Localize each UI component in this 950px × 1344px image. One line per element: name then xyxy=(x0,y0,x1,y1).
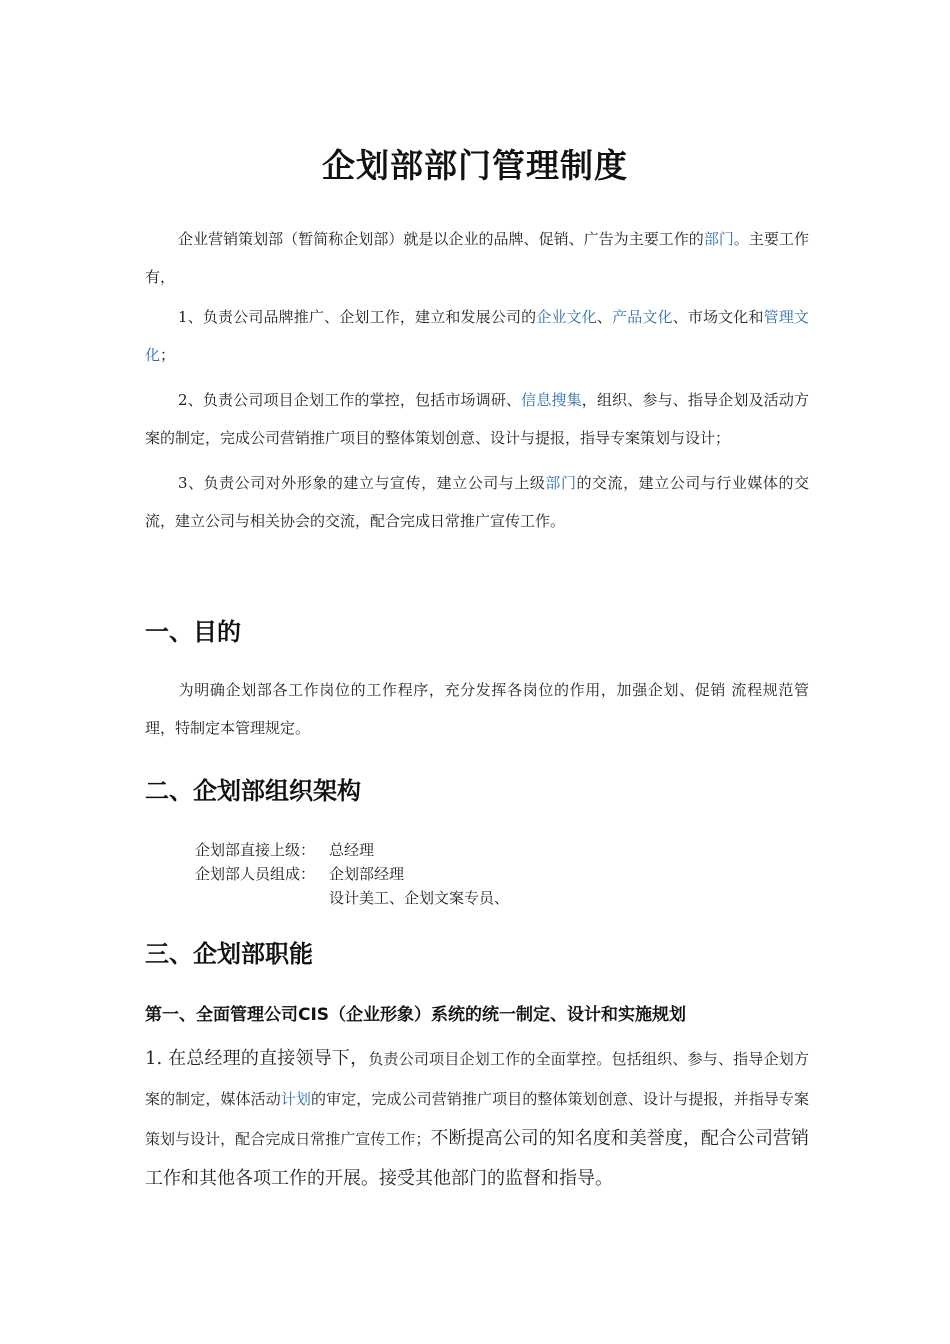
text: 3、负责公司对外形象的建立与宣传，建立公司与上级 xyxy=(178,474,546,492)
section-heading-org-structure: 二、企划部组织架构 xyxy=(145,777,361,805)
text: 的交流，建立公司与行业媒体的交流，建立公司与相关协会的交流，配合完成日常推广宣传工作。 xyxy=(145,474,809,530)
text: 不断提高公司的知名度和美誉度，配合公司营销工作和其他各项工作的开展。接受其他部门的监督和指导。 xyxy=(145,1128,809,1189)
intro-paragraph xyxy=(145,220,809,296)
text: ，组织、参与、指导企划及活动方案的制定，完成公司营销推广项目的整体策划创意、设计与提报，指导专案策划与设计； xyxy=(145,391,809,447)
org-structure-list xyxy=(195,838,509,910)
link-department[interactable]: 部门 xyxy=(703,230,734,248)
text: 、市场文化和 xyxy=(672,308,764,326)
link-info-collection[interactable]: 信息搜集 xyxy=(521,391,582,409)
org-value: 总经理 xyxy=(329,841,375,859)
link-management-culture[interactable]: 管理文化 xyxy=(145,308,809,364)
text: 2、负责公司项目企划工作的掌控，包括市场调研、 xyxy=(178,391,522,409)
duty-item-1 xyxy=(145,298,809,374)
purpose-paragraph xyxy=(145,671,809,747)
org-row xyxy=(195,886,509,910)
org-value: 设计美工、企划文案专员、 xyxy=(329,889,510,907)
text: ； xyxy=(160,346,176,364)
link-plan[interactable]: 计划 xyxy=(280,1090,312,1108)
text: 为明确企划部各工作岗位的工作程序，充分发挥各岗位的作用，加强企划、促销 流程规范管理，特制定本管理规定。 xyxy=(145,681,809,737)
duty-item-2 xyxy=(145,381,809,457)
org-label: 企划部人员组成： xyxy=(195,865,316,883)
link-corporate-culture[interactable]: 企业文化 xyxy=(536,308,597,326)
text: 。主要工作有， xyxy=(145,230,809,286)
text: 企业营销策划部（暂简称企划部）就是以企业的品牌、促销、广告为主要工作的 xyxy=(178,230,704,248)
section-heading-purpose: 一、目的 xyxy=(145,618,241,646)
org-row xyxy=(195,838,509,862)
function-item-1 xyxy=(145,1039,809,1199)
duty-item-3 xyxy=(145,464,809,540)
text: 、 xyxy=(596,308,613,326)
org-label xyxy=(195,886,329,910)
link-product-culture[interactable]: 产品文化 xyxy=(612,308,673,326)
document-title: 企划部部门管理制度 xyxy=(322,146,628,185)
text: 1. 在总经理的直接领导下， xyxy=(145,1048,369,1069)
org-row xyxy=(195,862,509,886)
org-value: 企划部经理 xyxy=(329,865,405,883)
function-subheading: 第一、全面管理公司CIS（企业形象）系统的统一制定、设计和实施规划 xyxy=(145,1005,687,1025)
link-department[interactable]: 部门 xyxy=(545,474,577,492)
text: 负责公司项目企划工作的全面掌控。包括组织、参与、指导企划方案的制定，媒体活动 xyxy=(145,1050,809,1108)
text: 的审定，完成公司营销推广项目的整体策划创意、设计与提报，并指导专案策划与设计，配合完成日常推广宣传工作； xyxy=(145,1090,809,1148)
text: 1、负责公司品牌推广、企划工作，建立和发展公司的 xyxy=(178,308,537,326)
org-label: 企划部直接上级： xyxy=(195,841,316,859)
section-heading-functions: 三、企划部职能 xyxy=(145,940,313,968)
